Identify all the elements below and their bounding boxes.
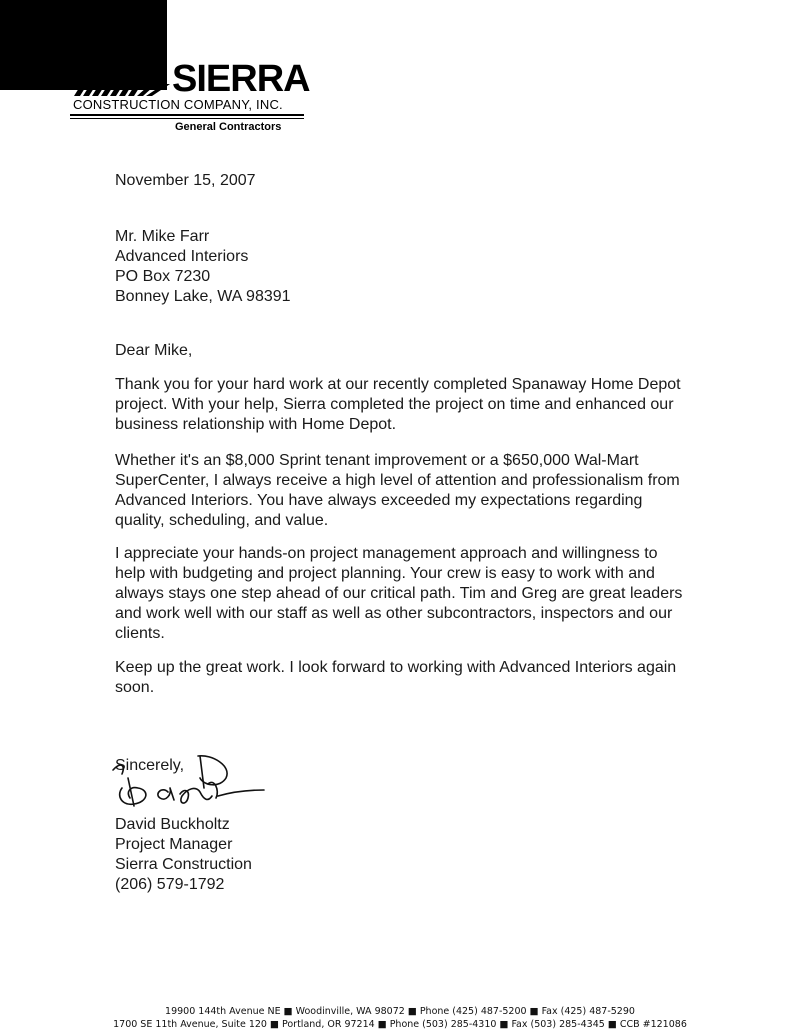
closing: Sincerely, <box>115 757 185 774</box>
company-name: SIERRA <box>172 58 310 100</box>
body-paragraph <box>115 451 680 531</box>
recipient-po-box: PO Box 7230 <box>115 268 211 285</box>
signer-phone: (206) 579-1792 <box>115 876 225 893</box>
paragraph-line: soon. <box>115 679 155 696</box>
body-paragraph <box>115 658 676 698</box>
recipient-city: Bonney Lake, WA 98391 <box>115 288 291 305</box>
paragraph-line: quality, scheduling, and value. <box>115 512 329 529</box>
body-paragraph <box>115 544 682 644</box>
paragraph-line: Advanced Interiors. You have always exceeded my expectations regarding <box>115 492 643 509</box>
letter-date: November 15, 2007 <box>115 172 256 189</box>
handwritten-signature <box>108 748 268 818</box>
paragraph-line: Whether it's an $8,000 Sprint tenant improvement or a $650,000 Wal-Mart <box>115 452 639 469</box>
paragraph-line: project. With your help, Sierra completed the project on time and enhanced our <box>115 396 674 413</box>
recipient-company: Advanced Interiors <box>115 248 249 265</box>
paragraph-line: always stays one step ahead of our critical path. Tim and Greg are great leaders <box>115 585 683 602</box>
salutation: Dear Mike, <box>115 342 193 359</box>
recipient-name: Mr. Mike Farr <box>115 228 210 245</box>
logo-stripes-icon <box>74 64 174 96</box>
footer-address-portland: 1700 SE 11th Avenue, Suite 120 ■ Portland, OR 97214 ■ Phone (503) 285-4310 ■ Fax (503) 285-4345 ■ CCB #121086 <box>113 1019 687 1030</box>
paragraph-line: I appreciate your hands-on project management approach and willingness to <box>115 545 658 562</box>
paragraph-line: Keep up the great work. I look forward to working with Advanced Interiors again <box>115 659 677 676</box>
signer-company: Sierra Construction <box>115 856 252 873</box>
paragraph-line: Thank you for your hard work at our recently completed Spanaway Home Depot <box>115 376 681 393</box>
body-paragraph <box>115 375 681 435</box>
company-tagline: General Contractors <box>175 121 282 133</box>
paragraph-line: help with budgeting and project planning. Your crew is easy to work with and <box>115 565 655 582</box>
company-full-name: CONSTRUCTION COMPANY, INC. <box>73 97 283 112</box>
signature-block <box>115 815 252 895</box>
paragraph-line: and work well with our staff as well as other subcontractors, inspectors and our <box>115 605 673 622</box>
recipient-address <box>115 227 291 307</box>
signer-title: Project Manager <box>115 836 233 853</box>
company-logo <box>0 0 320 140</box>
footer-address-woodinville: 19900 144th Avenue NE ■ Woodinville, WA 98072 ■ Phone (425) 487-5200 ■ Fax (425) 487-5290 <box>165 1006 635 1017</box>
paragraph-line: business relationship with Home Depot. <box>115 416 397 433</box>
signer-name: David Buckholtz <box>115 816 230 833</box>
logo-rule <box>70 114 304 116</box>
paragraph-line: clients. <box>115 625 165 642</box>
logo-rule <box>70 118 304 119</box>
paragraph-line: SuperCenter, I always receive a high level of attention and professionalism from <box>115 472 680 489</box>
